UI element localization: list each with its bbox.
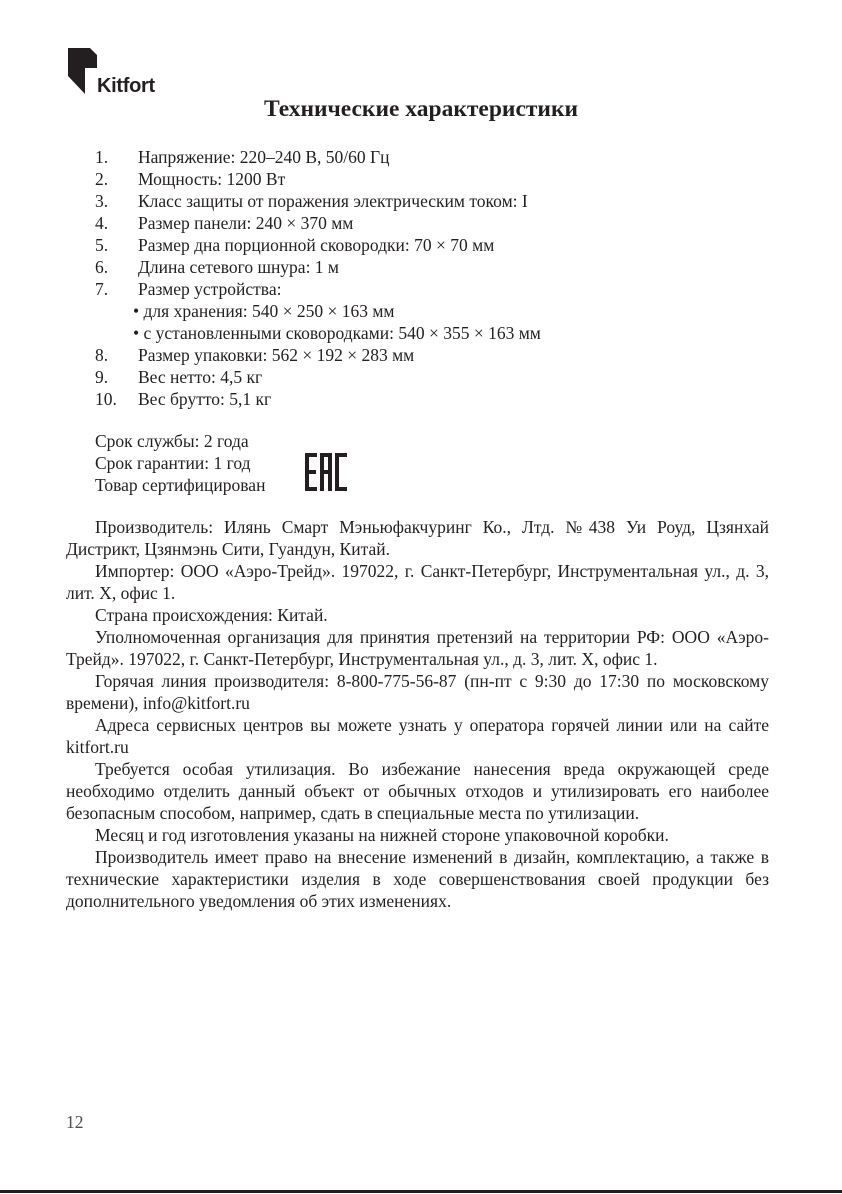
spec-item [95, 212, 541, 234]
spec-number: 7. [95, 279, 109, 299]
spec-text: Мощность: 1200 Вт [138, 169, 286, 189]
spec-number: 1. [95, 147, 109, 167]
spec-item [95, 168, 541, 190]
spec-item [95, 366, 541, 388]
service-life: Срок службы: 2 года [95, 431, 249, 451]
warranty-period: Срок гарантии: 1 год [95, 453, 251, 473]
spec-item [95, 388, 541, 410]
brand-logo [68, 48, 178, 98]
kitfort-logo-icon [68, 48, 98, 94]
spec-number: 4. [95, 213, 109, 233]
spec-text: Вес брутто: 5,1 кг [138, 389, 272, 409]
manufacture-date-paragraph: Месяц и год изготовления указаны на нижней стороне упаковочной коробки. [95, 825, 669, 845]
spec-number: 9. [95, 367, 109, 387]
spec-text: Длина сетевого шнура: 1 м [138, 257, 340, 277]
certification-note: Товар сертифицирован [95, 475, 266, 495]
spec-list [95, 146, 541, 410]
spec-text: Вес нетто: 4,5 кг [138, 367, 263, 387]
spec-item [95, 344, 541, 366]
spec-number: 6. [95, 257, 109, 277]
spec-text: Размер устройства: [138, 279, 282, 299]
spec-item [95, 256, 541, 278]
spec-text: Размер упаковки: 562 × 192 × 283 мм [138, 345, 415, 365]
service-centers-paragraph: Адреса сервисных центров вы можете узнать у оператора горячей линии или на сайте kitfort.ru [66, 715, 769, 757]
origin-paragraph: Страна происхождения: Китай. [95, 605, 328, 625]
spec-sub-item: • с установленными сковородками: 540 × 355 × 163 мм [133, 323, 541, 343]
spec-item [95, 278, 541, 300]
bottom-divider [0, 1190, 842, 1193]
spec-sub-item: • для хранения: 540 × 250 × 163 мм [133, 301, 395, 321]
spec-number: 3. [95, 191, 109, 211]
spec-number: 2. [95, 169, 109, 189]
spec-number: 10. [95, 389, 117, 409]
disposal-paragraph: Требуется особая утилизация. Во избежание нанесения вреда окружающей среде необходимо отделить данный объект от обычных отходов и утилизировать его наиболее безопасным способом, например, сдать в специальные места по утилизации. [66, 759, 769, 823]
page-title: Технические характеристики [263, 96, 579, 122]
spec-item [95, 234, 541, 256]
info-paragraphs [66, 516, 769, 912]
claims-org-paragraph: Уполномоченная организация для принятия претензий на территории РФ: ООО «Аэро-Трейд». 197022, г. Санкт-Петербург, Инструментальная ул., д. 3, лит. Х, офис 1. [66, 627, 769, 669]
spec-item [95, 190, 541, 212]
spec-text: Размер дна порционной сковородки: 70 × 70 мм [138, 235, 495, 255]
spec-text: Класс защиты от поражения электрическим током: I [138, 191, 528, 211]
spec-number: 8. [95, 345, 109, 365]
manufacturer-paragraph: Производитель: Илянь Смарт Мэньюфакчуринг Ко., Лтд. №438 Уи Роуд, Цзянхай Дистрикт, Цзянмэнь Сити, Гуандун, Китай. [66, 517, 769, 559]
hotline-paragraph: Горячая линия производителя: 8-800-775-56-87 (пн-пт с 9:30 до 17:30 по московскому времени), info@kitfort.ru [66, 671, 769, 713]
page-number: 12 [66, 1112, 84, 1132]
spec-text: Напряжение: 220–240 В, 50/60 Гц [138, 147, 390, 167]
service-info [95, 430, 265, 496]
changes-paragraph: Производитель имеет право на внесение изменений в дизайн, комплектацию, а также в технические характеристики изделия в ходе совершенствования своей продукции без дополнительного уведомления об этих изменениях. [66, 847, 769, 911]
spec-item [95, 146, 541, 168]
eac-mark-icon [305, 453, 347, 491]
importer-paragraph: Импортер: ООО «Аэро-Трейд». 197022, г. Санкт-Петербург, Инструментальная ул., д. 3, лит. Х, офис 1. [66, 561, 769, 603]
spec-number: 5. [95, 235, 109, 255]
brand-name: Kitfort [97, 75, 155, 97]
spec-text: Размер панели: 240 × 370 мм [138, 213, 354, 233]
